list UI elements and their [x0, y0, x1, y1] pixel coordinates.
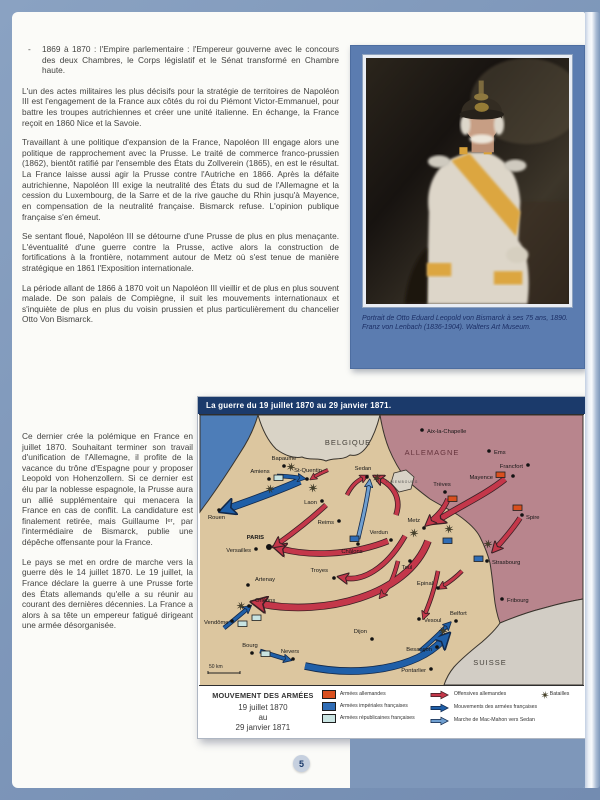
imperial-army-swatch: [322, 702, 336, 711]
lightblue-arrow-icon: [430, 716, 450, 726]
blue-arrow-icon: [430, 703, 450, 713]
city-dot: [526, 463, 530, 467]
country-label: LUXEMBOURG: [385, 480, 419, 484]
red-arrow-icon: [430, 690, 450, 700]
bullet-dash: -: [28, 44, 31, 54]
legend-date-2: au: [258, 713, 268, 722]
legend-item: Armées républicaines françaises: [322, 714, 430, 723]
city-dot: [332, 576, 336, 580]
city-dot: [429, 667, 433, 671]
svg-text:50 km: 50 km: [209, 664, 223, 670]
article-upper-column: [22, 44, 339, 334]
legend-item: Mouvements des armées françaises: [430, 703, 540, 713]
city-label: Spire: [526, 515, 540, 521]
city-dot: [511, 474, 515, 478]
legend-item: Batailles: [540, 690, 581, 700]
paragraph: Le pays se met en ordre de marche vers la guerre dès le 14 juillet 1870. Le 19 juillet, la France déclare la guerre à une Prusse forte des États allemands qu'elle a su réunir au courant des dernières décennies. La France a alors à sa tête un empereur fatigué dirigeant une armée désorganisée.: [22, 556, 193, 631]
city-label: Dijon: [353, 629, 367, 635]
country-label: SUISSE: [473, 658, 507, 667]
portrait-panel: [350, 45, 585, 369]
german-army-unit: [448, 496, 457, 502]
city-label: Amiens: [250, 469, 270, 475]
city-label: Belfort: [450, 611, 467, 617]
city-dot: [435, 645, 439, 649]
republican-army-unit: [238, 621, 247, 627]
legend-title-block: [204, 690, 322, 733]
republican-army-unit: [274, 475, 283, 481]
city-label: Besançon: [406, 647, 432, 653]
city-label: Verdun: [369, 530, 388, 536]
legend-title: MOUVEMENT DES ARMÉES: [212, 691, 314, 700]
city-label: Châlons: [341, 549, 363, 555]
map-legend: [198, 686, 585, 738]
country-label: BELGIQUE: [324, 438, 372, 447]
city-dot: [408, 559, 412, 563]
paragraph: Ce dernier crée la polémique en France en juillet 1870. Souhaitant terminer son travail d'unification de l'Allemagne, il profite de la vacance du trône d'Espagne pour y proposer Leopold von Hohenzollern. Si ce dernier est élu par la noblesse espagnole, la Prusse aura un allié supplémentaire qui menacera la France en cas de conflit. La candidature est finalement retirée, mais Guillaume Iᵉʳ, par l'intermédiaire de Bismarck, publie une dépêche offensante pour la France.: [22, 431, 193, 548]
city-label: St-Quentin: [294, 468, 322, 474]
paragraph: Se sentant floué, Napoléon III se détourne d'une Prusse de plus en plus menaçante. L'éventualité d'une guerre contre la Prusse, active alors la construction de fortifications à la frontière, notamment autour de Metz où s'est tenue de manière stratégique en 1861 l'Exposition internationale.: [22, 231, 339, 273]
republican-army-unit: [261, 651, 270, 657]
city-dot: [436, 586, 440, 590]
city-label: Troyes: [310, 568, 328, 574]
imperial-army-unit: [350, 536, 359, 542]
city-label: Vesoul: [424, 618, 442, 624]
city-label: Rouen: [208, 515, 226, 521]
city-dot: [454, 619, 458, 623]
city-label: Bapaume: [271, 456, 297, 462]
map-panel: [197, 396, 586, 739]
german-army-unit: [513, 505, 522, 511]
portrait-frame: [362, 54, 573, 308]
city-dot: [417, 617, 421, 621]
city-dot: [337, 519, 341, 523]
city-dot: [266, 544, 272, 550]
legend-item: Armées impériales françaises: [322, 702, 430, 711]
city-dot: [422, 526, 426, 530]
city-label: Mayence: [469, 475, 493, 481]
city-dot: [217, 508, 221, 512]
city-dot: [500, 597, 504, 601]
decorative-blue-block: [350, 739, 585, 788]
german-army-swatch: [322, 690, 336, 699]
city-dot: [356, 542, 360, 546]
city-label: Reims: [317, 520, 334, 526]
city-dot: [320, 499, 324, 503]
page-number: 5: [298, 758, 304, 769]
city-label: Aix-la-Chapelle: [427, 429, 467, 435]
city-dot: [443, 490, 447, 494]
city-dot: [247, 604, 251, 608]
city-label: Trèves: [433, 482, 451, 488]
city-label: PARIS: [246, 535, 264, 541]
map-image: [199, 414, 584, 686]
legend-dates: [204, 703, 322, 733]
imperial-army-unit: [474, 556, 483, 562]
legend-arrow-items: [430, 690, 540, 729]
city-dot: [282, 464, 286, 468]
city-dot: [370, 637, 374, 641]
page: [12, 12, 585, 788]
city-label: Laon: [304, 500, 317, 506]
republican-army-unit: [252, 615, 261, 621]
city-dot: [389, 538, 393, 542]
city-dot: [291, 657, 295, 661]
portrait-caption: Portrait de Otto Eduard Leopold von Bismarck à ses 75 ans, 1890. Franz von Lenbach (1836-1904). Walters Art Museum.: [362, 315, 568, 332]
city-dot: [267, 477, 271, 481]
german-army-unit: [496, 472, 505, 478]
republican-army-swatch: [322, 714, 336, 723]
city-label: Strasbourg: [492, 560, 521, 566]
imperial-army-unit: [443, 538, 452, 544]
battle-star-icon: [540, 690, 550, 700]
legend-battles: [540, 690, 581, 703]
bismarck-portrait-image: [366, 58, 569, 304]
article-lower-column: [22, 431, 193, 640]
city-label: Artenay: [255, 577, 275, 583]
city-label: Metz: [407, 518, 420, 524]
city-label: Ems: [494, 450, 506, 456]
paragraph: La période allant de 1866 à 1870 voit un Napoléon III vieillir et de plus en plus souvent malade. De son palais de Compiègne, il suit les mouvements internationaux et s'inquiète de plus en plus du voisin prussien et plus particulièrement du chancelier Otto Von Bismarck.: [22, 282, 339, 325]
legend-army-swatches: [322, 690, 430, 726]
page-number-badge: [293, 755, 310, 772]
city-label: Vendôme: [204, 620, 229, 626]
legend-date-1: 19 juillet 1870: [238, 703, 288, 712]
city-dot: [254, 547, 258, 551]
city-label: Bourg: [242, 643, 258, 649]
legend-item: Marche de Mac-Mahon vers Sedan: [430, 716, 540, 726]
city-label: Orléans: [255, 598, 276, 604]
map-title: La guerre du 19 juillet 1870 au 29 janvier 1871.: [198, 397, 585, 414]
city-label: Epinal: [416, 581, 433, 587]
city-dot: [420, 428, 424, 432]
city-dot: [485, 559, 489, 563]
city-dot: [230, 619, 234, 623]
paragraph: Travaillant à une politique d'expansion de la France, Napoléon III engage alors une politique de rapprochement avec la Prusse. Le traité de commerce franco-prussien (1862), bientôt ratifié par l'ensemble des États du Zollverein (1865), en est le résultat. La France laisse aussi agir la Prusse contre l'Autriche en 1866. Après la défaite autrichienne, Napoléon III exige la neutralité des États du sud de l'Allemagne et la cession du Luxembourg, de la Sarre et de la rive gauche du Rhin jusqu'à Mayence, en compensation de la neutralité française. Bismarck refuse. L'opinion publique française s'en émeut.: [22, 137, 339, 222]
paragraph: L'un des actes militaires les plus décisifs pour la stratégie de territoires de Napoléon III est l'engagement de la France aux côtés du roi du Piémont Victor-Emmanuel, pour battre les troupes autrichiennes et créer une unité italienne. En échange, la France reçoit en 1860 Nice et la Savoie.: [22, 85, 339, 128]
country-label: ALLEMAGNE: [404, 448, 460, 457]
bullet-item: [22, 44, 339, 76]
war-map-svg: [199, 415, 584, 685]
bullet-text: 1869 à 1870 : l'Empire parlementaire : l'Empereur gouverne avec le concours des deux Chambres, le Corps législatif et le Sénat transformé en Chambre haute.: [42, 44, 339, 76]
city-dot: [246, 583, 250, 587]
city-dot: [250, 651, 254, 655]
city-label: Francfort: [499, 464, 523, 470]
city-label: Fribourg: [507, 598, 529, 604]
city-dot: [487, 449, 491, 453]
city-label: Sedan: [354, 466, 372, 472]
city-dot: [365, 475, 369, 479]
city-label: Toul: [401, 565, 413, 571]
city-label: Nevers: [280, 649, 300, 655]
city-dot: [520, 513, 524, 517]
legend-item: Armées allemandes: [322, 690, 430, 699]
city-label: Pontarlier: [401, 668, 426, 674]
legend-item: Offensives allemandes: [430, 690, 540, 700]
book-page-edge: [585, 12, 600, 788]
legend-date-3: 29 janvier 1871: [235, 723, 291, 732]
city-dot: [305, 477, 309, 481]
city-label: Versailles: [226, 548, 251, 554]
